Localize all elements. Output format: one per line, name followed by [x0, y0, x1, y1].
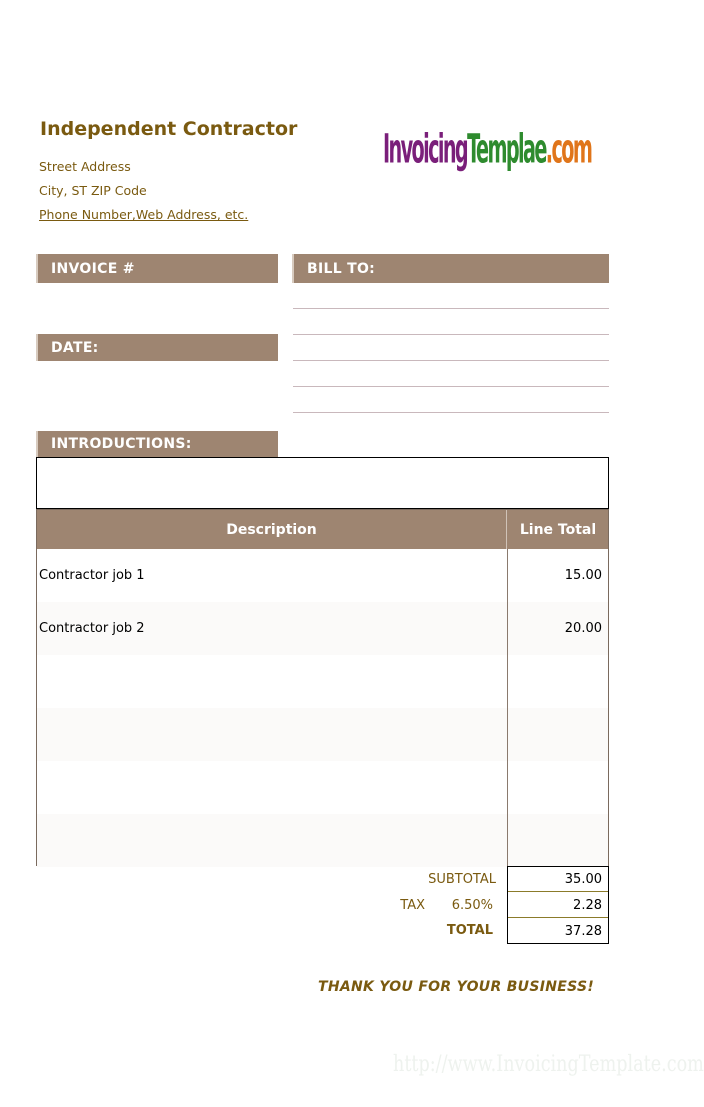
total-label: TOTAL: [446, 923, 493, 938]
table-row[interactable]: [37, 708, 608, 761]
items-table-header: [37, 510, 608, 549]
introductions-header: INTRODUCTIONS:: [36, 431, 278, 457]
bill-to-line-1[interactable]: [293, 308, 609, 309]
bill-to-line-3[interactable]: [293, 360, 609, 361]
company-name: Independent Contractor: [40, 118, 298, 140]
table-row[interactable]: [37, 602, 608, 655]
logo-part-1: Invoicing: [383, 126, 468, 173]
city-state-zip: City, ST ZIP Code: [39, 183, 147, 198]
bill-to-line-4[interactable]: [293, 386, 609, 387]
logo-part-2: Templae: [467, 126, 546, 173]
tax-label: TAX: [400, 898, 425, 913]
row-description: Contractor job 2: [39, 621, 145, 636]
row-description: Contractor job 1: [39, 568, 145, 583]
bill-to-line-2[interactable]: [293, 334, 609, 335]
column-divider: [507, 549, 508, 866]
date-header: DATE:: [36, 334, 278, 361]
tax-value: 2.28: [508, 893, 608, 918]
introductions-box[interactable]: [36, 457, 609, 509]
column-header-description: Description: [37, 510, 507, 549]
logo-part-3: .com: [545, 126, 592, 173]
thank-you-message: THANK YOU FOR YOUR BUSINESS!: [318, 979, 595, 995]
table-row[interactable]: [37, 655, 608, 708]
bill-to-line-5[interactable]: [293, 412, 609, 413]
summary-box: [507, 866, 609, 944]
row-line-total: 20.00: [564, 621, 602, 636]
contact-info: Phone Number,Web Address, etc.: [39, 207, 249, 222]
total-value: 37.28: [564, 924, 602, 939]
table-row[interactable]: [37, 549, 608, 602]
invoice-number-header: INVOICE #: [36, 254, 278, 283]
street-address: Street Address: [39, 159, 131, 174]
subtotal-label: SUBTOTAL: [428, 872, 496, 887]
table-row[interactable]: [37, 814, 608, 867]
logo: [383, 126, 591, 173]
watermark: http://www.InvoicingTemplate.com: [393, 1052, 704, 1077]
tax-rate: 6.50%: [451, 898, 493, 913]
column-header-line-total: Line Total: [519, 521, 597, 538]
row-line-total: 15.00: [564, 568, 602, 583]
bill-to-header: BILL TO:: [292, 254, 609, 283]
items-table: [36, 509, 609, 866]
table-row[interactable]: [37, 761, 608, 814]
subtotal-value: 35.00: [508, 867, 608, 892]
